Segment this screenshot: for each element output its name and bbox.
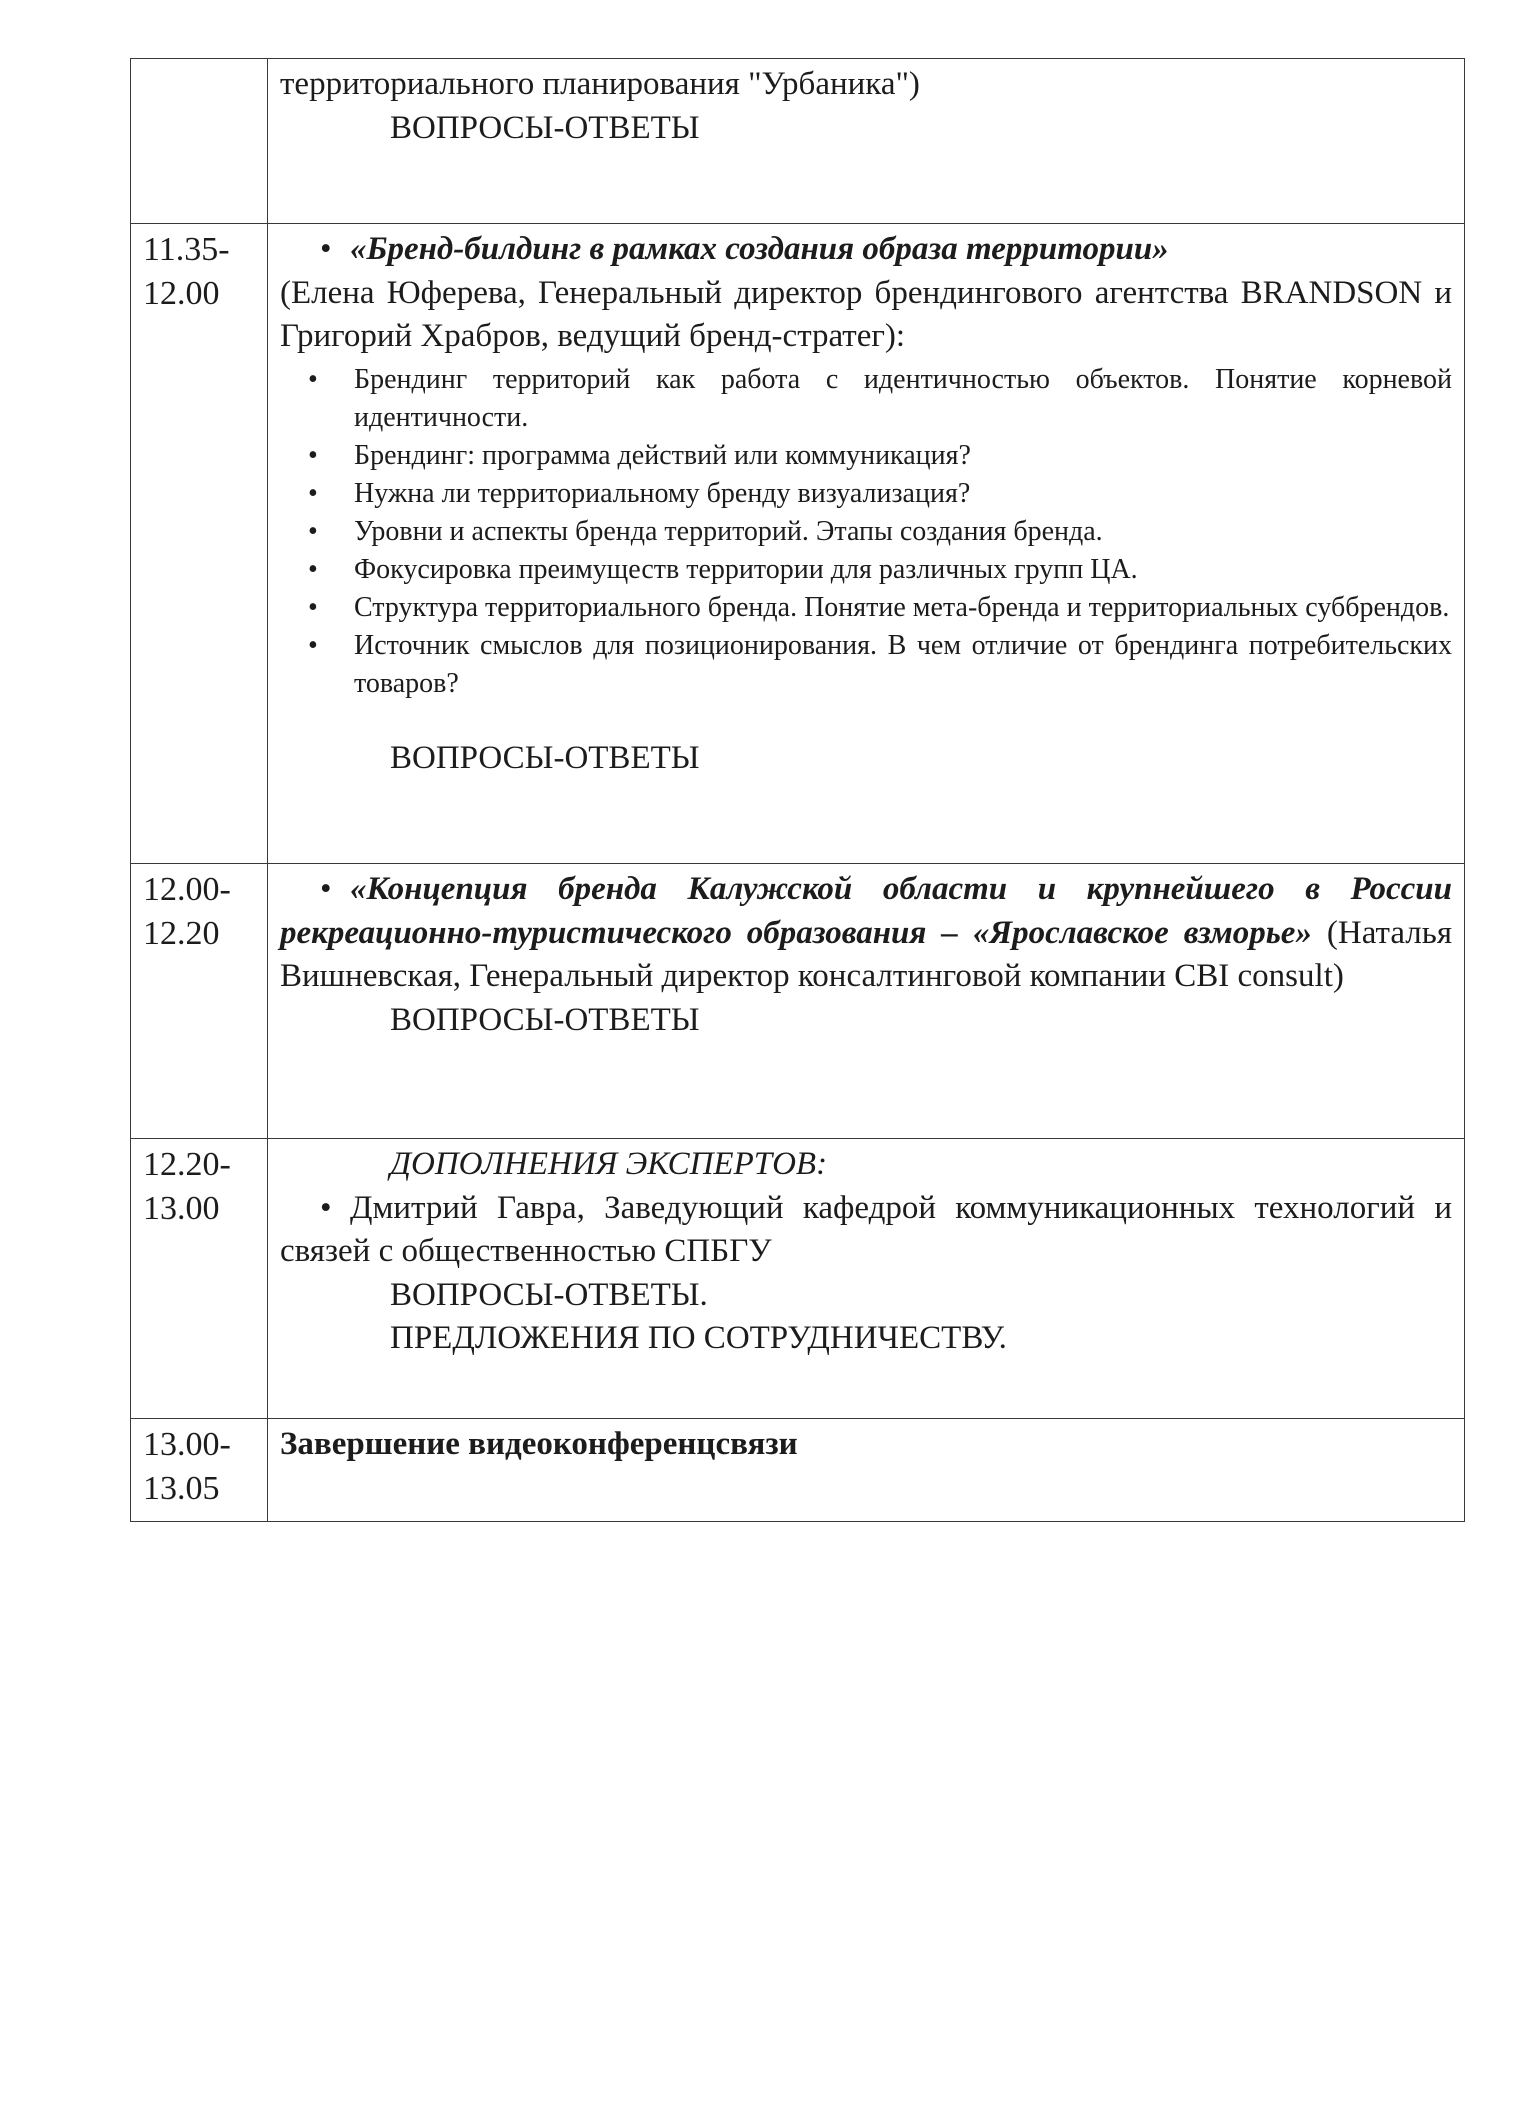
session-description bbox=[280, 868, 1452, 999]
bullet-icon: • bbox=[320, 871, 332, 907]
qa-label: ВОПРОСЫ-ОТВЕТЫ bbox=[390, 109, 700, 146]
content-cell bbox=[268, 59, 1465, 224]
agenda-row-closing bbox=[131, 1419, 1465, 1522]
content-cell bbox=[268, 1139, 1465, 1419]
continuation-text: территориального планирования "Урбаника") bbox=[280, 66, 920, 102]
bullet-icon: • bbox=[308, 515, 318, 547]
expert-text: Дмитрий Гавра, Заведующий кафедрой коммуникационных технологий и связей с общественностью СПБГУ bbox=[280, 1189, 1452, 1270]
bullet-icon: • bbox=[308, 439, 318, 471]
agenda-row-branding bbox=[131, 224, 1465, 864]
qa-label: ВОПРОСЫ-ОТВЕТЫ bbox=[390, 740, 700, 777]
content-cell bbox=[268, 1419, 1465, 1522]
bullet-icon: • bbox=[308, 630, 318, 662]
time-cell: 13.00-13.05 bbox=[131, 1419, 268, 1522]
bullet-icon: • bbox=[320, 231, 332, 267]
bullet-icon: • bbox=[308, 592, 318, 624]
list-item: • Структура территориального бренда. Понятие мета-бренда и территориальных суббрендов. bbox=[308, 589, 1452, 627]
closing-title: Завершение видеоконференцсвязи bbox=[280, 1426, 798, 1462]
bullet-icon: • bbox=[320, 1189, 332, 1226]
list-item: • Брендинг: программа действий или коммуникация? bbox=[308, 437, 1452, 475]
time-cell: 12.20-13.00 bbox=[131, 1139, 268, 1419]
agenda-row-continuation bbox=[131, 59, 1465, 224]
offers-label: ПРЕДЛОЖЕНИЯ ПО СОТРУДНИЧЕСТВУ. bbox=[390, 1320, 1007, 1357]
time-cell: 11.35-12.00 bbox=[131, 224, 268, 864]
session-speakers: (Елена Юферева, Генеральный директор брендингового агентства BRANDSON и Григорий Храбров, ведущий бренд-стратег): bbox=[280, 274, 1452, 355]
agenda-row-kaluga bbox=[131, 864, 1465, 1139]
qa-label: ВОПРОСЫ-ОТВЕТЫ bbox=[390, 1001, 700, 1038]
agenda-table bbox=[130, 58, 1465, 1522]
session-speakers: (Наталья Вишневская, Генеральный директор консалтинговой компании CBI consult) bbox=[280, 914, 1452, 995]
content-cell bbox=[268, 224, 1465, 864]
content-cell bbox=[268, 864, 1465, 1139]
session-title-text: «Бренд-билдинг в рамках создания образа территории» bbox=[350, 231, 1169, 267]
bullet-icon: • bbox=[308, 363, 318, 395]
time-cell: 12.00-12.20 bbox=[131, 864, 268, 1139]
bullet-icon: • bbox=[308, 554, 318, 586]
experts-heading: ДОПОЛНЕНИЯ ЭКСПЕРТОВ: bbox=[390, 1146, 828, 1182]
list-item: • Уровни и аспекты бренда территорий. Этапы создания бренда. bbox=[308, 513, 1452, 551]
list-item: • Фокусировка преимуществ территории для различных групп ЦА. bbox=[308, 551, 1452, 589]
list-item: • Нужна ли территориальному бренду визуализация? bbox=[308, 475, 1452, 513]
session-title-text: «Концепция бренда Калужской области и крупнейшего в России рекреационно-туристического образования – «Ярославское взморье» bbox=[280, 871, 1452, 951]
bullet-icon: • bbox=[308, 477, 318, 509]
session-title bbox=[280, 228, 1452, 272]
time-cell bbox=[131, 59, 268, 224]
expert-entry bbox=[280, 1187, 1452, 1274]
agenda-row-experts bbox=[131, 1139, 1465, 1419]
qa-label: ВОПРОСЫ-ОТВЕТЫ. bbox=[390, 1276, 708, 1313]
topic-list bbox=[280, 361, 1452, 704]
list-item: • Брендинг территорий как работа с идентичностью объектов. Понятие корневой идентичности. bbox=[308, 361, 1452, 437]
list-item: • Источник смыслов для позиционирования. В чем отличие от брендинга потребительских товаров? bbox=[308, 627, 1452, 703]
